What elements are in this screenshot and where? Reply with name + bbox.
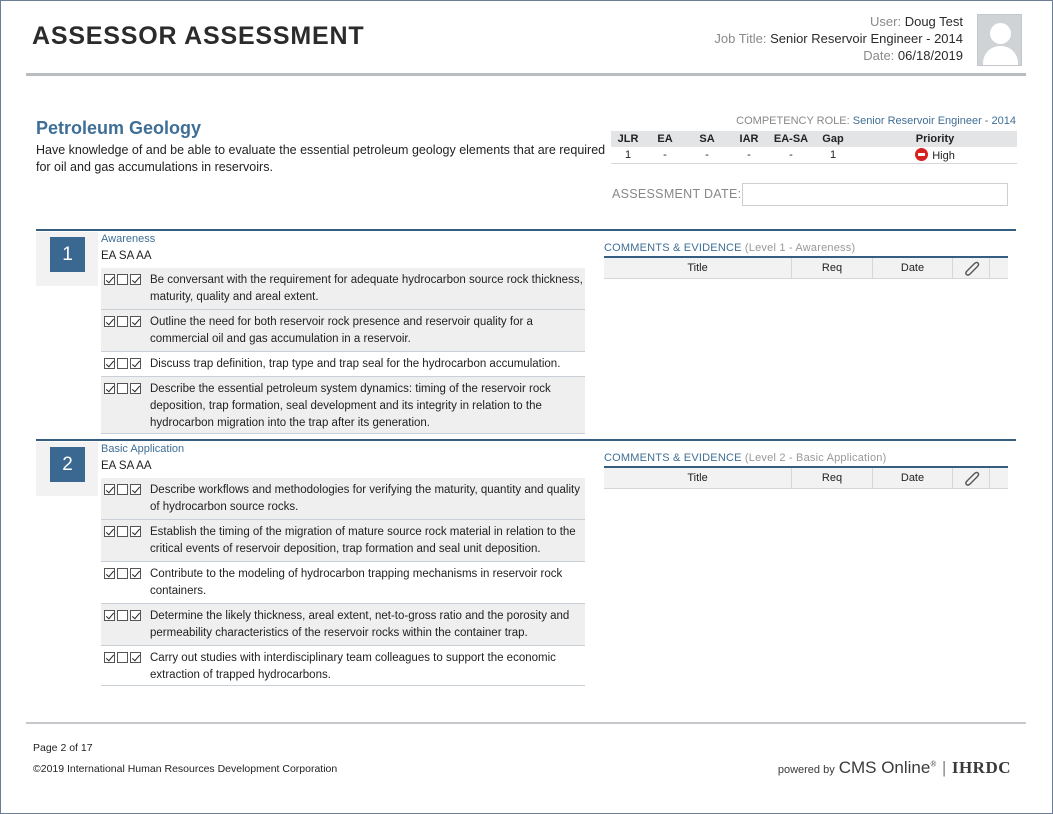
level-2-item-1 [101, 478, 585, 520]
gap-col-ea: EA [645, 131, 685, 147]
user-value: Doug Test [904, 14, 963, 29]
behavior-text: Describe the essential petroleum system dynamics: timing of the reservoir rock deposition, trap formation, seal development and its integrity in relation to the hydrocarbon migration into the trap after its generation. [150, 383, 551, 429]
sa-checkbox[interactable] [117, 610, 128, 621]
behavior-text: Describe workflows and methodologies for verifying the maturity, quantity and quality of hydrocarbon source rocks. [150, 484, 580, 513]
level-2-item-2 [101, 520, 585, 562]
gap-col-gap: Gap [813, 131, 853, 147]
level-1-comments-header [604, 242, 855, 254]
behavior-text: Carry out studies with interdisciplinary team colleagues to support the economic extraction of trapped hydrocarbons. [150, 652, 556, 681]
company-name: IHRDC [951, 758, 1011, 777]
aa-checkbox[interactable] [130, 568, 141, 579]
ea-checkbox[interactable] [104, 526, 115, 537]
rating-checkboxes [104, 358, 143, 375]
evidence-col-title: Title [604, 258, 792, 279]
comments-subtitle: (Level 1 - Awareness) [744, 242, 856, 254]
gap-val-priority [853, 147, 1017, 163]
evidence-col-date: Date [873, 468, 953, 489]
ea-checkbox[interactable] [104, 316, 115, 327]
brand-logo [778, 758, 1011, 778]
rating-checkboxes [104, 652, 143, 669]
level-1-item-4 [101, 377, 585, 434]
evidence-col-date: Date [873, 258, 953, 279]
behavior-text: Establish the timing of the migration of mature source rock material in relation to the critical events of reservoir deposition, trap formation and seal unit deposition. [150, 526, 576, 555]
level-2-item-4 [101, 604, 585, 646]
ea-checkbox[interactable] [104, 652, 115, 663]
gap-col-sa: SA [685, 131, 729, 147]
gap-val-ea-sa: - [789, 148, 793, 161]
level-2-codes: EA SA AA [101, 460, 152, 472]
aa-checkbox[interactable] [130, 316, 141, 327]
date-label: Date: [863, 48, 895, 63]
brand-separator: | [942, 758, 946, 777]
evidence-col-req: Req [792, 258, 873, 279]
evidence-col-title: Title [604, 468, 792, 489]
gap-val-gap: 1 [829, 148, 837, 161]
sa-checkbox[interactable] [117, 274, 128, 285]
assessment-date-label: ASSESSMENT DATE: [612, 187, 742, 201]
assessment-date-input[interactable] [742, 183, 1008, 206]
brand-name: CMS Online [838, 758, 931, 777]
comments-title: COMMENTS & EVIDENCE [604, 242, 742, 254]
user-label: User: [870, 14, 902, 29]
competency-role-label: COMPETENCY ROLE: [736, 115, 850, 127]
gap-table [611, 131, 1017, 164]
level-2-comments-header [604, 452, 886, 464]
level-2-number: 2 [50, 447, 85, 482]
gap-val-iar: - [747, 148, 751, 161]
rating-checkboxes [104, 316, 143, 333]
level-1-number: 1 [50, 237, 85, 272]
sa-checkbox[interactable] [117, 484, 128, 495]
competency-role [736, 115, 1016, 127]
priority-text: High [932, 149, 955, 162]
rating-checkboxes [104, 568, 143, 585]
behavior-text: Determine the likely thickness, areal extent, net-to-gross ratio and the porosity and permeability characteristics of the reservoir rocks within the container trap. [150, 610, 570, 639]
sa-checkbox[interactable] [117, 383, 128, 394]
evidence-col-req: Req [792, 468, 873, 489]
level-1-item-1 [101, 268, 585, 310]
ea-checkbox[interactable] [104, 358, 115, 369]
level-1-item-2 [101, 310, 585, 352]
sa-checkbox[interactable] [117, 568, 128, 579]
behavior-text: Be conversant with the requirement for adequate hydrocarbon source rock thickness, maturity, quality and areal extent. [150, 274, 583, 303]
comments-title: COMMENTS & EVIDENCE [604, 452, 742, 464]
ea-checkbox[interactable] [104, 568, 115, 579]
ea-checkbox[interactable] [104, 274, 115, 285]
competency-name: Petroleum Geology [36, 118, 202, 138]
level-1-codes: EA SA AA [101, 250, 152, 262]
aa-checkbox[interactable] [130, 652, 141, 663]
aa-checkbox[interactable] [130, 358, 141, 369]
sa-checkbox[interactable] [117, 652, 128, 663]
level-2-evidence-table [604, 466, 1008, 489]
gap-table-header-row [611, 131, 1017, 147]
aa-checkbox[interactable] [130, 526, 141, 537]
ea-checkbox[interactable] [104, 383, 115, 394]
paperclip-icon[interactable] [962, 470, 980, 486]
rating-checkboxes [104, 383, 143, 400]
rating-checkboxes [104, 526, 143, 543]
rating-checkboxes [104, 274, 143, 291]
competency-description: Have knowledge of and be able to evaluate the essential petroleum geology elements that are required for oil and gas accumulations in reservoirs. [36, 143, 606, 174]
gap-col-jlr: JLR [611, 131, 645, 147]
copyright: ©2019 International Human Resources Development Corporation [33, 763, 338, 775]
gap-val-jlr: 1 [624, 148, 632, 161]
behavior-text: Contribute to the modeling of hydrocarbon trapping mechanisms in reservoir rock containers. [150, 568, 563, 597]
rating-checkboxes [104, 610, 143, 627]
comments-subtitle: (Level 2 - Basic Application) [744, 452, 887, 464]
competency-role-value: Senior Reservoir Engineer - 2014 [852, 115, 1016, 127]
ea-checkbox[interactable] [104, 484, 115, 495]
page-title: ASSESSOR ASSESSMENT [32, 22, 365, 50]
aa-checkbox[interactable] [130, 610, 141, 621]
aa-checkbox[interactable] [130, 484, 141, 495]
footer-divider [26, 722, 1026, 724]
date-value: 06/18/2019 [897, 48, 963, 63]
level-2-divider [36, 439, 1016, 441]
gap-col-iar: IAR [729, 131, 769, 147]
ea-checkbox[interactable] [104, 610, 115, 621]
job-title-value: Senior Reservoir Engineer - 2014 [770, 31, 963, 46]
user-avatar-icon [977, 14, 1022, 66]
level-2-badge-box [36, 442, 98, 496]
sa-checkbox[interactable] [117, 316, 128, 327]
level-1-badge-box [36, 232, 98, 286]
rating-checkboxes [104, 484, 143, 501]
paperclip-icon[interactable] [962, 260, 980, 276]
sa-checkbox[interactable] [117, 358, 128, 369]
user-info [714, 13, 963, 64]
brand-reg: ® [930, 759, 937, 769]
level-1-divider [36, 229, 1016, 231]
level-1-item-3 [101, 352, 585, 377]
aa-checkbox[interactable] [130, 383, 141, 394]
gap-table-value-row [611, 147, 1017, 163]
gap-col-priority: Priority [853, 131, 1017, 147]
level-2-item-5 [101, 646, 585, 686]
gap-val-ea: - [663, 148, 667, 161]
level-2-name: Basic Application [101, 443, 185, 455]
header-divider [26, 73, 1026, 76]
powered-by: powered by [777, 764, 835, 776]
level-1-name: Awareness [101, 233, 156, 245]
behavior-text: Discuss trap definition, trap type and trap seal for the hydrocarbon accumulation. [150, 358, 561, 370]
behavior-text: Outline the need for both reservoir rock presence and reservoir quality for a commercial oil and gas accumulation in a reservoir. [150, 316, 533, 345]
gap-val-sa: - [705, 148, 709, 161]
job-title-label: Job Title: [714, 31, 767, 46]
gap-col-ea-sa: EA-SA [769, 131, 813, 147]
sa-checkbox[interactable] [117, 526, 128, 537]
level-1-evidence-table [604, 256, 1008, 279]
aa-checkbox[interactable] [130, 274, 141, 285]
page-number: Page 2 of 17 [33, 742, 93, 754]
level-2-item-3 [101, 562, 585, 604]
no-entry-icon [915, 148, 928, 161]
